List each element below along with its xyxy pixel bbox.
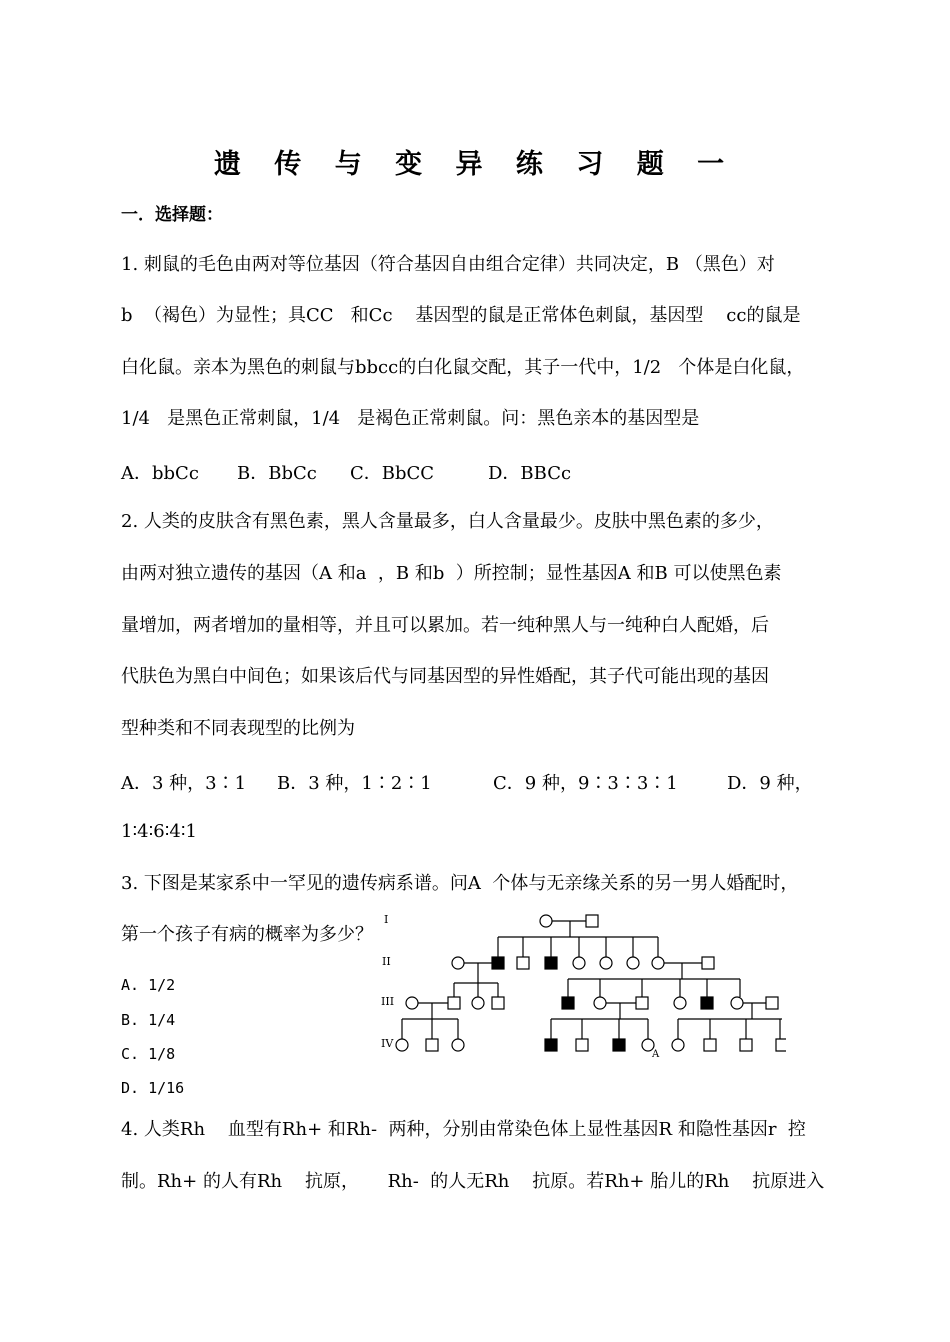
q3-line-1: 3. 下图是某家系中一罕见的遗传病系谱。问A 个体与无亲缘关系的另一男人婚配时， <box>121 873 799 894</box>
q4-line-1: 4. 人类Rh 血型有Rh+ 和Rh- 两种，分别由常染色体上显性基因R 和隐性基因r 控 <box>121 1119 806 1140</box>
generation-label-2: II <box>382 955 391 968</box>
q2-line-4: 代肤色为黑白中间色；如果该后代与同基因型的异性婚配，其子代可能出现的基因 <box>121 666 769 687</box>
q4-line-2: 制。Rh+ 的人有Rh 抗原， Rh- 的人无Rh 抗原。若Rh+ 胎儿的Rh 抗原进入 <box>121 1171 825 1192</box>
generation-label-1: I <box>384 913 389 926</box>
section-heading: 一．选择题： <box>121 205 223 225</box>
q1-option-c: C．BbCC <box>350 463 435 484</box>
q2-line-2: 由两对独立遗传的基因（A 和a ，B 和b ）所控制；显性基因A 和B 可以使黑色素 <box>121 563 782 584</box>
q2-line-3: 量增加，两者增加的量相等，并且可以累加。若一纯种黑人与一纯种白人配婚，后 <box>121 615 769 636</box>
generation-label-4: IV <box>381 1037 394 1050</box>
pedigree-chart <box>380 905 800 1065</box>
q1-line-3: 白化鼠。亲本为黑色的刺鼠与bbcc的白化鼠交配，其子一代中，1/2 个体是白化鼠， <box>121 357 805 378</box>
q2-line-5: 型种类和不同表现型的比例为 <box>121 718 355 739</box>
gen1-female <box>540 915 552 927</box>
q2-option-d-continued: 1∶4∶6∶4∶1 <box>121 821 197 842</box>
q1-option-a: A．bbCc <box>121 463 199 484</box>
q3-option-d: D. 1/16 <box>121 1079 185 1097</box>
q3-option-c: C. 1/8 <box>121 1045 176 1063</box>
q1-line-1: 1. 刺鼠的毛色由两对等位基因（符合基因自由组合定律）共同决定，B （黑色）对 <box>121 254 775 275</box>
individual-a-label: A <box>652 1049 660 1060</box>
page-title: 遗 传 与 变 异 练 习 题 一 <box>213 149 737 180</box>
q3-line-2: 第一个孩子有病的概率为多少？ <box>121 924 373 945</box>
q3-option-b: B. 1/4 <box>121 1011 176 1029</box>
q2-option-c: C．9 种，9∶3∶3∶1 <box>493 773 678 794</box>
q1-line-4: 1/4 是黑色正常刺鼠，1/4 是褐色正常刺鼠。问：黑色亲本的基因型是 <box>121 408 700 429</box>
q1-option-b: B．BbCc <box>237 463 317 484</box>
q2-option-a: A．3 种，3∶1 <box>121 773 247 794</box>
q2-option-d: D．9 种， <box>727 773 813 794</box>
q1-line-2: b （褐色）为显性；具CC 和Cc 基因型的鼠是正常体色刺鼠，基因型 cc的鼠是 <box>121 305 801 326</box>
q1-option-d: D．BBCc <box>488 463 572 484</box>
q2-option-b: B．3 种，1∶2∶1 <box>277 773 432 794</box>
q3-option-a: A. 1/2 <box>121 976 176 994</box>
q2-line-1: 2. 人类的皮肤含有黑色素，黑人含量最多，白人含量最少。皮肤中黑色素的多少， <box>121 511 774 532</box>
gen1-male <box>586 915 598 927</box>
generation-label-3: III <box>381 995 395 1008</box>
